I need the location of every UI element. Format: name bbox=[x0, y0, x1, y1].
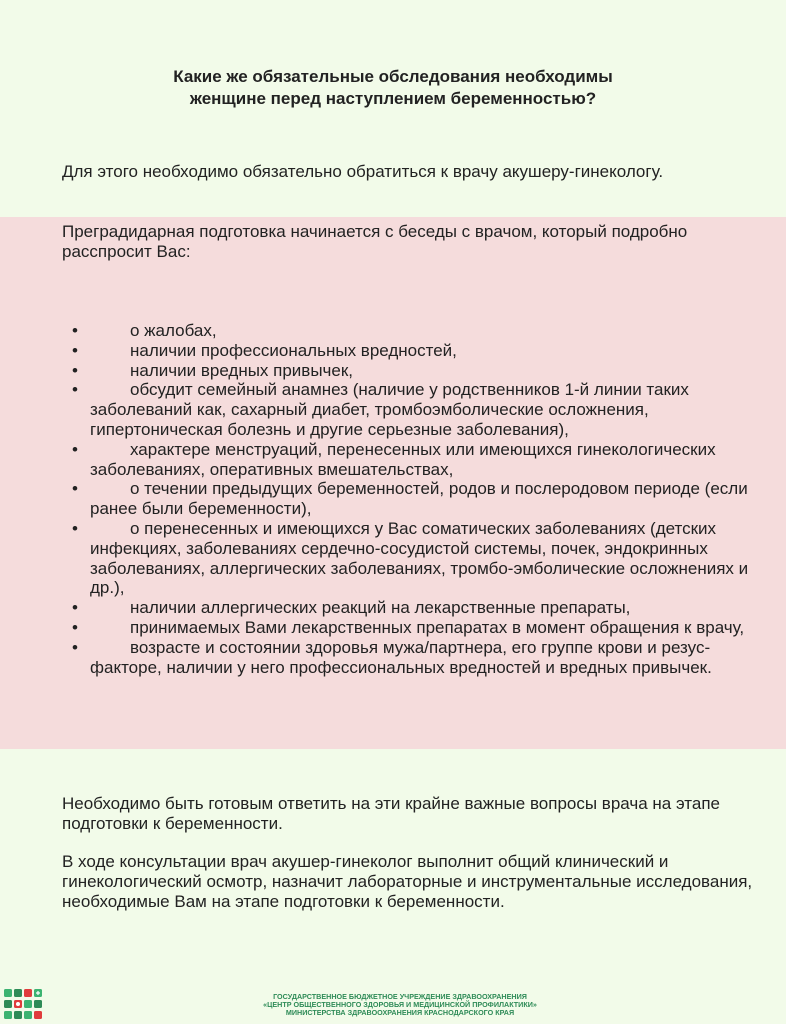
list-item bbox=[0, 341, 786, 361]
footer-line-2: «ЦЕНТР ОБЩЕСТВЕННОГО ЗДОРОВЬЯ И МЕДИЦИНСКОЙ ПРОФИЛАКТИКИ» bbox=[263, 1000, 537, 1009]
organization-logo-icon bbox=[3, 988, 43, 1022]
bullet-icon: • bbox=[72, 617, 78, 637]
bullet-icon: • bbox=[72, 637, 78, 657]
bullet-icon: • bbox=[72, 321, 78, 340]
list-item-text: характере менструаций, перенесенных или имеющихся гинекологических заболеваниях, оперативных вмешательствах, bbox=[90, 439, 716, 479]
page-title bbox=[0, 66, 786, 110]
list-item-text: возрасте и состоянии здоровья мужа/партнера, его группе крови и резус-факторе, наличии у него профессиональных вредностей и вредных привычек. bbox=[90, 637, 712, 677]
bullet-icon: • bbox=[72, 360, 78, 380]
bullet-icon: • bbox=[72, 479, 78, 499]
title-line-2: женщине перед наступлением беременностью? bbox=[189, 89, 597, 108]
list-item bbox=[0, 638, 786, 678]
list-item bbox=[0, 479, 786, 519]
bullet-icon: • bbox=[72, 340, 78, 360]
readiness-paragraph: Необходимо быть готовым ответить на эти крайне важные вопросы врача на этапе подготовки к беременности. bbox=[62, 794, 720, 833]
examination-paragraph: В ходе консультации врач акушер-гинеколог выполнит общий клинический и гинекологический осмотр, назначит лабораторные и инструментальные исследования, необходимые Вам на этапе подготовки к беременности. bbox=[62, 852, 753, 911]
list-item bbox=[0, 321, 786, 341]
list-item-text: наличии профессиональных вредностей, bbox=[130, 340, 457, 360]
list-item-text: о жалобах, bbox=[130, 321, 217, 340]
list-item-text: принимаемых Вами лекарственных препаратах в момент обращения к врачу, bbox=[130, 617, 745, 637]
bullet-icon: • bbox=[72, 439, 78, 459]
list-item-text: о течении предыдущих беременностей, родов и послеродовом периоде (если ранее были беременности), bbox=[90, 479, 748, 519]
list-item bbox=[0, 598, 786, 618]
list-item-text: обсудит семейный анамнез (наличие у родственников 1-й линии таких заболеваний как, сахарный диабет, тромбоэмболические осложнения, гипертоническая болезнь и другие серьезные заболевания), bbox=[90, 380, 689, 439]
list-item bbox=[0, 440, 786, 480]
list-item-text: наличии вредных привычек, bbox=[130, 360, 354, 380]
list-item bbox=[0, 380, 786, 439]
questions-list bbox=[0, 321, 786, 677]
list-item bbox=[0, 519, 786, 598]
bullet-icon: • bbox=[72, 518, 78, 538]
list-item bbox=[0, 618, 786, 638]
title-line-1: Какие же обязательные обследования необходимы bbox=[173, 67, 613, 86]
consultation-intro: Преградидарная подготовка начинается с беседы с врачом, который подробно расспросит Вас: bbox=[62, 222, 688, 261]
intro-paragraph: Для этого необходимо обязательно обратиться к врачу акушеру-гинекологу. bbox=[62, 162, 664, 181]
list-item bbox=[0, 361, 786, 381]
list-item-text: о перенесенных и имеющихся у Вас соматических заболеваниях (детских инфекциях, заболеваниях сердечно-сосудистой системы, почек, эндокринных заболеваниях, аллергических заболеваниях, тромбо-эмболические осложнениях и др.), bbox=[90, 518, 749, 598]
bullet-icon: • bbox=[72, 598, 78, 618]
footer-line-1: ГОСУДАРСТВЕННОЕ БЮДЖЕТНОЕ УЧРЕЖДЕНИЕ ЗДРАВООХРАНЕНИЯ bbox=[273, 992, 527, 1001]
bullet-icon: • bbox=[72, 380, 78, 400]
footer-line-3: МИНИСТЕРСТВА ЗДРАВООХРАНЕНИЯ КРАСНОДАРСКОГО КРАЯ bbox=[285, 1008, 515, 1017]
list-item-text: наличии аллергических реакций на лекарственные препараты, bbox=[130, 598, 631, 618]
footer-organization bbox=[200, 993, 600, 1017]
